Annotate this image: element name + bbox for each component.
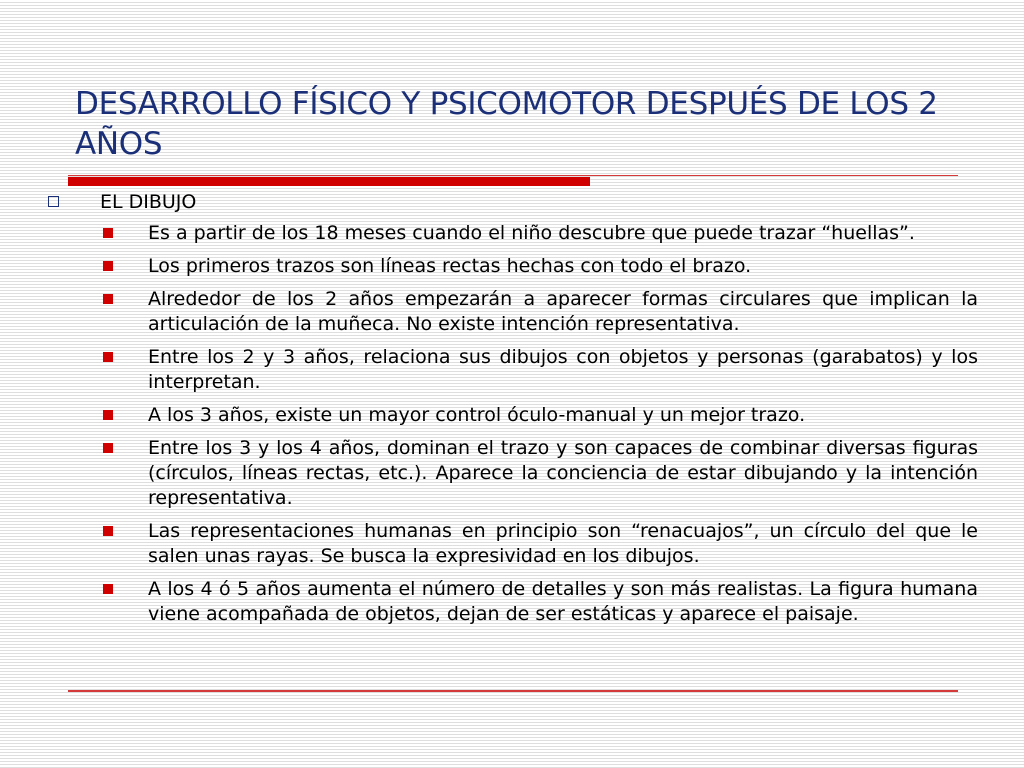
bullet-list [48, 221, 978, 627]
bullet-item [48, 287, 978, 337]
filled-square-bullet-icon [103, 294, 113, 304]
filled-square-bullet-icon [103, 526, 113, 536]
bullet-text: Los primeros trazos son líneas rectas hechas con todo el brazo. [148, 255, 752, 277]
bullet-item [48, 221, 978, 246]
title-underline-thin [68, 175, 958, 176]
hollow-square-bullet-icon [48, 196, 59, 207]
filled-square-bullet-icon [103, 443, 113, 453]
filled-square-bullet-icon [103, 228, 113, 238]
footer-rule [68, 690, 958, 692]
bullet-item [48, 577, 978, 627]
section-heading-text: EL DIBUJO [100, 191, 197, 213]
bullet-text: Alrededor de los 2 años empezarán a aparecer formas circulares que implican la articulación de la muñeca. No existe intención representativa. [148, 288, 978, 335]
section-heading [48, 190, 978, 215]
filled-square-bullet-icon [103, 261, 113, 271]
bullet-text: A los 4 ó 5 años aumenta el número de detalles y son más realistas. La figura humana viene acompañada de objetos, dejan de ser estáticas y aparece el paisaje. [148, 578, 978, 625]
bullet-item [48, 403, 978, 428]
bullet-text: A los 3 años, existe un mayor control óculo-manual y un mejor trazo. [148, 404, 806, 426]
filled-square-bullet-icon [103, 352, 113, 362]
bullet-text: Entre los 2 y 3 años, relaciona sus dibujos con objetos y personas (garabatos) y los interpretan. [148, 346, 978, 393]
bullet-item [48, 519, 978, 569]
bullet-text: Las representaciones humanas en principio son “renacuajos”, un círculo del que le salen unas rayas. Se busca la expresividad en los dibujos. [148, 520, 978, 567]
bullet-text: Entre los 3 y los 4 años, dominan el trazo y son capaces de combinar diversas figuras (círculos, líneas rectas, etc.). Aparece la conciencia de estar dibujando y la intención representativa. [148, 437, 978, 509]
bullet-item [48, 254, 978, 279]
filled-square-bullet-icon [103, 410, 113, 420]
filled-square-bullet-icon [103, 584, 113, 594]
bullet-item [48, 436, 978, 511]
title-underline-bar [68, 177, 590, 186]
slide-content [48, 190, 978, 635]
bullet-text: Es a partir de los 18 meses cuando el niño descubre que puede trazar “huellas”. [148, 222, 915, 244]
slide-title: DESARROLLO FÍSICO Y PSICOMOTOR DESPUÉS DE LOS 2 AÑOS [75, 86, 938, 162]
bullet-item [48, 345, 978, 395]
